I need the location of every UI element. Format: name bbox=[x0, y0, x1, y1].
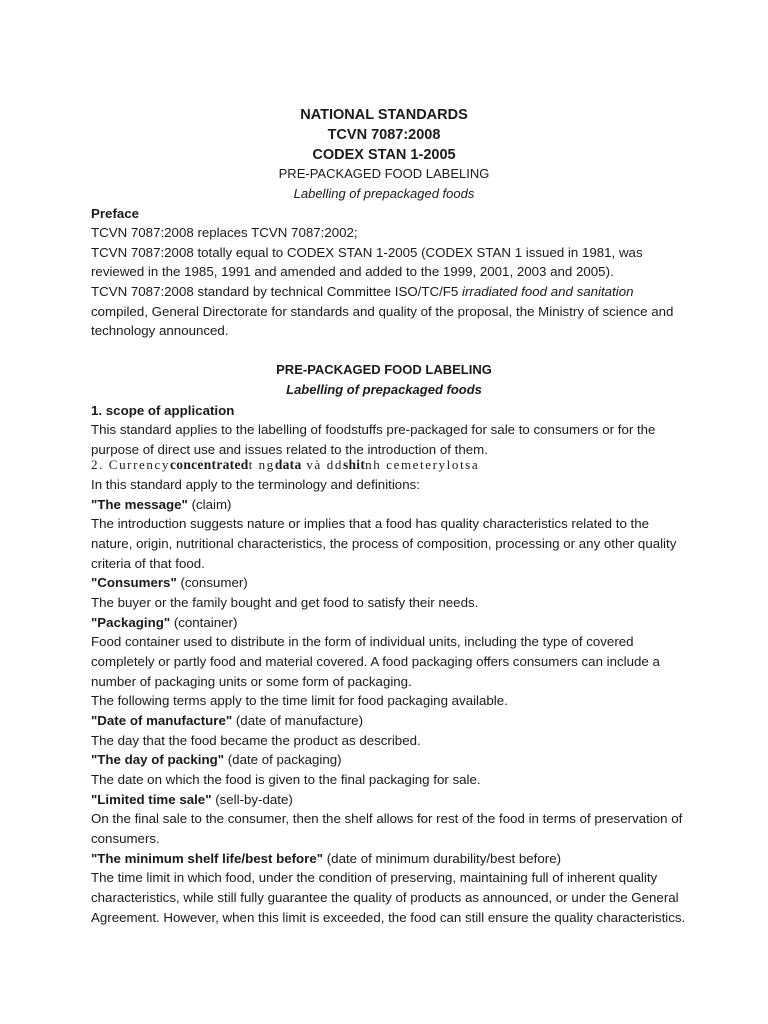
doc-subtitle-italic: Labelling of prepackaged foods bbox=[293, 186, 475, 201]
term-line bbox=[91, 614, 237, 632]
term-line bbox=[91, 712, 363, 730]
definition-line: The introduction suggests nature or implies that a food has quality characteristics related to the bbox=[91, 516, 650, 531]
definition-line: consumers. bbox=[91, 831, 160, 846]
definition-line: The day that the food became the product as described. bbox=[91, 733, 421, 748]
garbled-text: t ng bbox=[248, 457, 275, 472]
section-title: PRE-PACKAGED FOOD LABELING bbox=[276, 362, 492, 377]
term-gloss: (date of packaging) bbox=[224, 752, 342, 767]
preface-line: technology announced. bbox=[91, 323, 229, 338]
garbled-text: và dd bbox=[306, 457, 343, 472]
doc-code-codex: CODEX STAN 1-2005 bbox=[312, 147, 456, 163]
term-name: "Consumers" bbox=[91, 575, 177, 590]
definition-line: completely or partly food and material covered. A food packaging offers consumers can include a bbox=[91, 654, 660, 669]
preface-line: reviewed in the 1985, 1991 and amended and added to the 1999, 2001, 2003 and 2005). bbox=[91, 264, 614, 279]
definition-line: The date on which the food is given to the final packaging for sale. bbox=[91, 772, 481, 787]
term-line bbox=[91, 791, 293, 809]
scope-line: purpose of direct use and issues related to the introduction of them. bbox=[91, 442, 488, 457]
preface-heading: Preface bbox=[91, 206, 140, 221]
term-name: "Limited time sale" bbox=[91, 792, 212, 807]
garbled-bold: shit bbox=[342, 457, 366, 472]
section-title-italic: Labelling of prepackaged foods bbox=[286, 382, 482, 397]
garbled-heading bbox=[91, 456, 479, 474]
preface-line: TCVN 7087:2008 replaces TCVN 7087:2002; bbox=[91, 225, 358, 240]
preface-line bbox=[91, 283, 634, 301]
term-gloss: (date of minimum durability/best before) bbox=[323, 851, 562, 866]
term-gloss: (sell-by-date) bbox=[211, 792, 293, 807]
preface-line: compiled, General Directorate for standards and quality of the proposal, the Ministry of science and bbox=[91, 304, 674, 319]
definition-line: nature, origin, nutritional characteristics, the process of composition, processing or any other quality bbox=[91, 536, 677, 551]
scope-heading: 1. scope of application bbox=[91, 403, 235, 418]
term-gloss: (claim) bbox=[187, 497, 232, 512]
definition-line: The following terms apply to the time limit for food packaging available. bbox=[91, 693, 508, 708]
garbled-text: 2. Currency bbox=[91, 457, 170, 472]
definition-line: criteria of that food. bbox=[91, 556, 205, 571]
garbled-text: nh cemeterylotsa bbox=[365, 457, 480, 472]
definition-line: On the final sale to the consumer, then the shelf allows for rest of the food in terms of preservation of bbox=[91, 811, 683, 826]
garbled-bold: concentrated bbox=[169, 457, 249, 472]
garbled-bold: data bbox=[274, 457, 302, 472]
term-line bbox=[91, 850, 561, 868]
doc-title: NATIONAL STANDARDS bbox=[300, 107, 468, 123]
definition-line: The time limit in which food, under the condition of preserving, maintaining full of inherent quality bbox=[91, 870, 658, 885]
definition-line: number of packaging units or some form of packaging. bbox=[91, 674, 412, 689]
preface-italic-text: irradiated food and sanitation bbox=[462, 284, 634, 299]
term-gloss: (consumer) bbox=[176, 575, 248, 590]
definition-line: Agreement. However, when this limit is exceeded, the food can still ensure the quality characteristics. bbox=[91, 910, 686, 925]
definition-line: characteristics, while still fully guarantee the quality of products as announced, or under the General bbox=[91, 890, 679, 905]
doc-subtitle: PRE-PACKAGED FOOD LABELING bbox=[278, 166, 490, 181]
preface-text: TCVN 7087:2008 standard by technical Committee ISO/TC/F5 bbox=[91, 284, 463, 299]
definitions-intro: In this standard apply to the terminology and definitions: bbox=[91, 477, 420, 492]
term-name: "The day of packing" bbox=[91, 752, 225, 767]
term-name: "The minimum shelf life/best before" bbox=[91, 851, 324, 866]
term-line bbox=[91, 496, 231, 514]
definition-line: The buyer or the family bought and get food to satisfy their needs. bbox=[91, 595, 479, 610]
preface-line: TCVN 7087:2008 totally equal to CODEX STAN 1-2005 (CODEX STAN 1 issued in 1981, was bbox=[91, 245, 643, 260]
scope-line: This standard applies to the labelling of foodstuffs pre-packaged for sale to consumers or for the bbox=[91, 422, 656, 437]
term-name: "Date of manufacture" bbox=[91, 713, 233, 728]
term-gloss: (container) bbox=[170, 615, 238, 630]
term-name: "Packaging" bbox=[91, 615, 171, 630]
term-line bbox=[91, 574, 248, 592]
term-gloss: (date of manufacture) bbox=[232, 713, 363, 728]
definition-line: Food container used to distribute in the form of individual units, including the type of covered bbox=[91, 634, 634, 649]
term-name: "The message" bbox=[91, 497, 188, 512]
term-line bbox=[91, 751, 342, 769]
doc-code-tcvn: TCVN 7087:2008 bbox=[327, 127, 441, 143]
